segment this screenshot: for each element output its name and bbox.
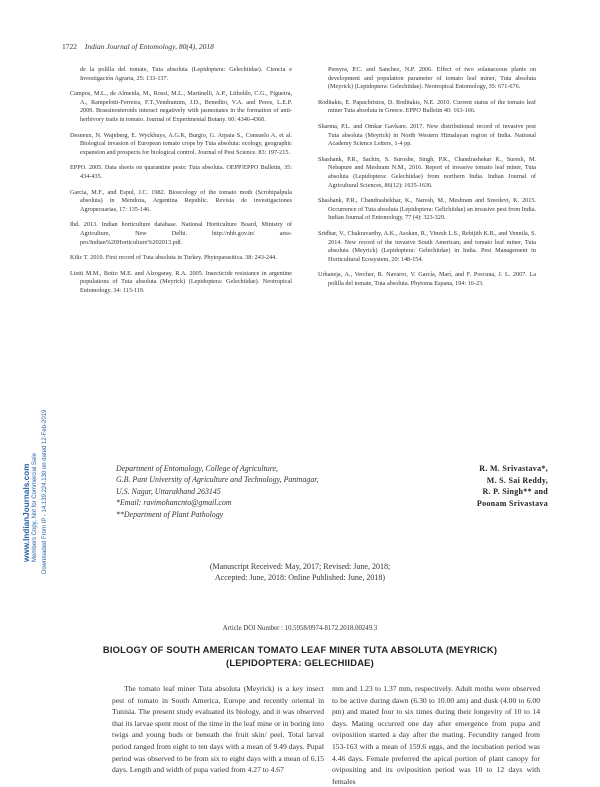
reference-item: Lietti M.M., Botto M.E. and Alzogaray, R.A. 2005. Insecticide resistance in argentine populations of Tuta absoluta (Meyrick) (Lepidoptera: Gelechiidae). Neotropical Entomology. 34: 113-119. bbox=[70, 269, 292, 294]
reference-item: Kilic T. 2010. First record of Tuta absoluta in Turkey. Phytoparasitica. 38: 243-244. bbox=[70, 254, 277, 262]
affiliation-line: **Department of Plant Pathology bbox=[116, 509, 224, 519]
affiliation-line: G.B. Pant University of Agriculture and Technology, Pantnagar, bbox=[116, 475, 319, 485]
page-number: 1722 bbox=[62, 42, 77, 51]
affiliation-line: Department of Entomology, College of Agriculture, bbox=[116, 464, 278, 473]
manuscript-line: (Manuscript Received: May, 2017; Revised: June, 2018; bbox=[209, 562, 391, 571]
author-name: R. P. Singh** and bbox=[482, 487, 548, 497]
reference-item: Pereyra, P.C. and Sanchez, N.P. 2006. Effect of two solanaceous plants on development and population parameter of tomato leaf miner, Tuta absoluta (Meyrick) (Lepidoptera: Gelechiidae). Neotropical Entomology, 35: 671-676. bbox=[328, 66, 536, 91]
reference-item: Sridhar, V., Chakravarthy, A.K., Asokan, R., Vinesh L.S., Rebijith K.B., and Vennila, S. 2014. New record of the invasive South American; and tomato leaf miner, Tuta absoluta (Meyrick) (Lepidoptera: Gelechiidae) in India. Pest Management in Horticultural Ecosystem, 20: 148-154. bbox=[318, 229, 536, 263]
title-line: (LEPIDOPTERA: GELECHIIDAE) bbox=[226, 656, 374, 668]
reference-item: Urbaneja, A., Vercher, R. Navarro, V. García, Marí, and F. Porcuna, J. L. 2007. La polilla del tomate, Tuta absoluta. Phytoma Espana, 194: 16-23. bbox=[318, 271, 536, 287]
abstract-text: mm and 1.23 to 1.37 mm, respectively. Adult moths were observed to be active during dawn (6.30 to 10.00 am) and dusk (4.00 to 6.00 pm) and mated four to six times during their longevity of 10 to 14 days. Mating occurred one day after emergence from pupa and oviposition started a day after the mating. Fecundity ranged from 153-163 with a mean of 159.6 eggs, and the incubation period was 4.46 days. Female preferred the apical portion of plant canopy for ovipositing and its oviposition period was 10 to 12 days with females bbox=[332, 684, 540, 786]
references-left-column bbox=[70, 66, 292, 302]
reference-item: EPPO. 2005. Data sheets on quarantine pests: Tuta absoluta. OEPP/EPPO Bulletin, 35: 434-435. bbox=[70, 164, 292, 180]
title-line: BIOLOGY OF SOUTH AMERICAN TOMATO LEAF MINER TUTA ABSOLUTA (MEYRICK) bbox=[102, 644, 498, 655]
download-watermark bbox=[16, 262, 76, 574]
reference-item: Ihd. 2013. Indian horticulture database. National Horticulture Board, Ministry of Agriculture, New Delhi. http://nhb.gov.in/ area-pro/Indian%20Horticulture%202013.pdf. bbox=[70, 221, 292, 246]
references-right-column bbox=[318, 66, 536, 295]
author-name: R. M. Srivastava*, bbox=[479, 464, 548, 473]
manuscript-dates bbox=[0, 561, 600, 583]
author-list bbox=[477, 463, 548, 509]
affiliation-block bbox=[116, 463, 318, 520]
reference-item: Desneux, N. Wajnberg, E. Wyckhuys, A.G.K, Burgio, G. Arpaia S., Consuelo A, et al. Biological invasion of European tomato crops by Tuta absoluta: ecology, geographic expansion and prospects for biological control. Journal of Pest Science. 83: 197-215. bbox=[70, 131, 292, 156]
author-email[interactable]: *Email: ravimohancnto@gmail.com bbox=[116, 498, 232, 508]
reference-item: de la polilla del tomate, Tuta absoluta (Lepidoptera: Gelechiidae). Ciencia e Investigación Agraria, 25: 133-137. bbox=[80, 66, 292, 82]
watermark-copy-note: Members Copy, Not for Commercial Sale bbox=[32, 453, 38, 562]
article-doi[interactable]: Article DOI Number : 10.5958/0974-8172.2018.00249.3 bbox=[222, 625, 378, 632]
reference-item: Shashank, P.R., Sachin, S. Suroshe, Singh, P.K., Chandrashekar K., Suresh, M. Nebapure and Meshram N.M., 2016. Report of invasive tomato leaf miner, Tuta absoluta (Lepidoptera: Gelechiidae) from northern India. Indian Journal of Agricultural Sciences, 86(12): 1635-1636. bbox=[318, 155, 536, 189]
abstract-right-column bbox=[332, 683, 540, 787]
abstract-left-column bbox=[112, 683, 324, 776]
manuscript-line: Accepted: June, 2018: Online Published: June, 2018) bbox=[214, 573, 386, 582]
author-name: Poonam Srivastava bbox=[476, 498, 548, 508]
journal-name: Indian Journal of Entomology, 80(4), 2018 bbox=[84, 42, 214, 51]
reference-item: Garcia, M.F., and Espul, J.C. 1982. Bioecology of the tomato moth (Scrobipalpula absoluta) in Mendoza, Argentina Republic. Revista de investigaciones Agropecuarias, 17: 135-146. bbox=[70, 188, 292, 213]
article-title bbox=[60, 644, 540, 669]
running-header bbox=[62, 42, 214, 51]
author-name: M. S. Sai Reddy, bbox=[486, 475, 548, 485]
reference-item: Shashank, P.R., Chandrashekhar, K., Naresh, M., Meshram and Sreedevi, K. 2015. Occurrence of Tuta absoluta (Lepidoptera: Gelichiidae) an invasive pest from India. Indian Journal of Entomology, 77 (4): 323-329. bbox=[318, 197, 536, 222]
watermark-download-note: Downloaded From IP - 14.139.224.130 on dated 12-Feb-2019 bbox=[42, 409, 48, 574]
reference-item: Roditakis, E. Papachristos, D. Roditakis, N.E. 2010. Current status of the tomato leaf miner Tuta absoluta in Greece. EPPO Bulletin 40: 163-166. bbox=[318, 98, 536, 115]
reference-item: Campos, M.L., de Almeida, M., Rossi, M.L., Martinelli, A.P., Litholdo, C.G., Figueira, A., Rampelotti-Ferreira, F.T.,Vendramim, J.D., Benedito, V.A. and Peres, L.E.P. 2009. Brassinosteroids interact negatively with jasmonates in the formation of anti-herbivory traits in tomato. Journal of Experimental Botany. 60: 4346-4360. bbox=[70, 90, 292, 123]
abstract-text: The tomato leaf miner Tuta absoluta (Meyrick) is a key insect pest of tomato in South America, Europe and recently oriental in Tunisia. The present study evaluated its biology, and it was observed that its larvae spent most of the time in the leaf mine or in boring into twigs and young buds or beneath the fruit skin/ peel. Total larval period ranged from eight to ten days with a mean of 9.49 days. Pupal period was observed to be from six to eight days with a mean of 6.15 days. Length and width of pupa varied from 4.27 to 4.67 bbox=[112, 684, 324, 775]
watermark-site[interactable]: www.IndianJournals.com bbox=[22, 463, 31, 562]
reference-item: Sharma, P.L. and Omkar Gavkare. 2017. New distributional record of invasive pest Tuta absoluta (Meyrick) in North Western Himalayan region of India. National Academy Science Letters, 1-4 pp. bbox=[318, 122, 536, 148]
affiliation-line: U.S. Nagar, Uttarakhand 263145 bbox=[116, 486, 221, 496]
